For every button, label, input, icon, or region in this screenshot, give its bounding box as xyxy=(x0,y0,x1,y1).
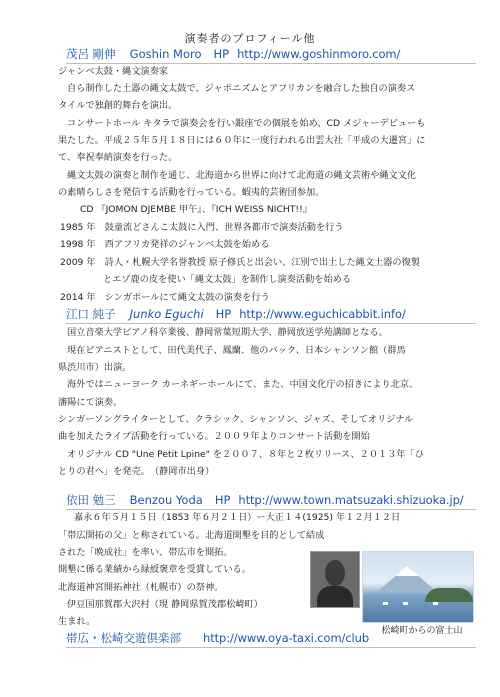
profile-line: の素晴らしさを発信する活動を行っている。蝦夷的芸術団参加。 xyxy=(58,187,325,198)
profile-line: 自ら制作した土器の縄文太鼓で、ジャポニズムとアフリカンを融合した独自の演奏ス xyxy=(67,83,416,94)
page-title: 演奏者のプロフィール他 xyxy=(184,32,316,45)
profile-line: 開墾に係る業績から緑綬褒章を受賞している。 xyxy=(58,564,251,575)
profile-line: 「帯広開拓の父」と称されている。北海道開墾を目的として結成 xyxy=(58,530,325,541)
person-name: 依田 勉三 xyxy=(66,493,116,507)
history-line: 1998 年 西アフリカ発祥のジャンベ太鼓を始める xyxy=(60,239,270,250)
profile-line: とりの君へ」を発売。 （静岡市出身） xyxy=(58,466,215,477)
club-link[interactable]: http://www.oya-taxi.com/club xyxy=(203,631,370,645)
profile-line: 国立音楽大学ピアノ科卒業後、静岡常葉短期大学、静岡放送学苑講師となる。 xyxy=(67,327,388,338)
profile-line: 曲を加えたライブ活動を行っている。２００９年よりコンサート活動を開始 xyxy=(58,431,370,442)
profile-line: された「晩成社」を率い、帯広市を開拓。 xyxy=(58,547,233,558)
homepage-link[interactable]: http://www.goshinmoro.com/ xyxy=(237,47,401,61)
performer-name: 江口 純子 xyxy=(66,307,116,321)
section-header-club xyxy=(66,630,476,648)
homepage-link[interactable]: http://www.town.matsuzaki.shizuoka.jp/ xyxy=(238,493,464,507)
hp-label: HP xyxy=(213,47,230,61)
portrait-face xyxy=(325,560,345,586)
profile-line: 嘉永６年５月１５日（1853 年６月２１日）ー大正１４(1925) 年１２月１２日 xyxy=(74,512,401,523)
portrait-photo xyxy=(310,551,360,608)
history-line: 2009 年 詩人・札幌大学名誉教授 原子修氏と出会い、江別で出土した縄文土器の復製 xyxy=(60,257,420,268)
portrait-body xyxy=(317,586,353,608)
profile-line: オリジナル CD "Une Petit Lpine" を２００７、８年と２枚リリース、２０１３年「ひ xyxy=(67,449,424,460)
performer-name: 茂呂 剛伸 xyxy=(66,47,116,61)
history-line: 2014 年 シンガポールにて縄文太鼓の演奏を行う xyxy=(60,292,270,303)
profile-line: タイルで独創的舞台を演出。 xyxy=(58,100,178,111)
profile-line: 現在ピアニストとして、田代美代子、鳳蘭、他のバック、日本シャンソン館（群馬 xyxy=(67,345,406,356)
profile-line: 県渋川市）出演。 xyxy=(58,362,132,373)
history-line: 1985 年 鼓童流どさんこ太鼓に入門、世界各都市で演奏活動を行う xyxy=(60,222,344,233)
boat-mark xyxy=(383,602,388,605)
hp-label: HP xyxy=(214,493,231,507)
hp-label: HP xyxy=(215,307,232,321)
profile-line: 瀋陽にて演奏。 xyxy=(58,397,123,408)
profile-line: 果たした。平成２５年５月１８日には６０年に一度行われる出雲大社「平成の大遷宮」に xyxy=(58,135,426,146)
profile-line: 生まれ。 xyxy=(58,616,96,627)
club-name: 帯広・松崎交遊倶楽部 xyxy=(66,631,181,645)
homepage-link[interactable]: http://www.eguchicabbit.info/ xyxy=(239,307,406,321)
mount-fuji-photo xyxy=(362,551,474,623)
profile-line: て、奉祝奉納演奏を行った。 xyxy=(58,152,178,163)
discography-line: CD 『JOMON DJEMBE 甲午』、『ICH WEISS NICHT!!』 xyxy=(80,204,312,215)
profile-line: 伊豆国那賀郡大沢村（現 静岡県賀茂郡松崎町） xyxy=(67,599,263,610)
profile-line: シンガーソングライターとして、クラシック、シャンソン、ジャズ、そしてオリジナル xyxy=(58,414,414,425)
island-shape xyxy=(425,588,473,602)
performer-romaji: Junko Eguchi xyxy=(129,307,204,321)
profile-line: 縄文太鼓の演奏と制作を通じ、北海道から世界に向けて北海道の縄文芸術や縄文文化 xyxy=(67,170,417,181)
person-romaji: Benzou Yoda xyxy=(129,493,203,507)
photo-caption: 松崎町からの富士山 xyxy=(381,626,463,636)
profile-line: 北海道神宮開拓神社（札幌市）の祭神。 xyxy=(58,582,224,593)
profile-line: ジャンベ太鼓・縄文演奏家 xyxy=(58,66,169,77)
section-header-yoda xyxy=(66,492,476,510)
history-line: とエゾ鹿の皮を使い「縄文太鼓」を制作し演奏活動を始める xyxy=(103,274,352,285)
profile-line: 海外ではニューヨーク カーネギーホールにて、また、中国文化庁の招きにより北京、 xyxy=(67,379,419,390)
section-header-eguchi xyxy=(66,306,476,324)
section-header-moro xyxy=(66,46,476,64)
snow-cap xyxy=(395,566,419,576)
boat-mark xyxy=(403,602,408,605)
performer-romaji: Goshin Moro xyxy=(129,47,202,61)
boat-mark xyxy=(433,602,438,605)
profile-line: コンサートホール キタラで演奏会を行い銀座での個展を始め、CD メジャーデビューも xyxy=(67,118,426,129)
